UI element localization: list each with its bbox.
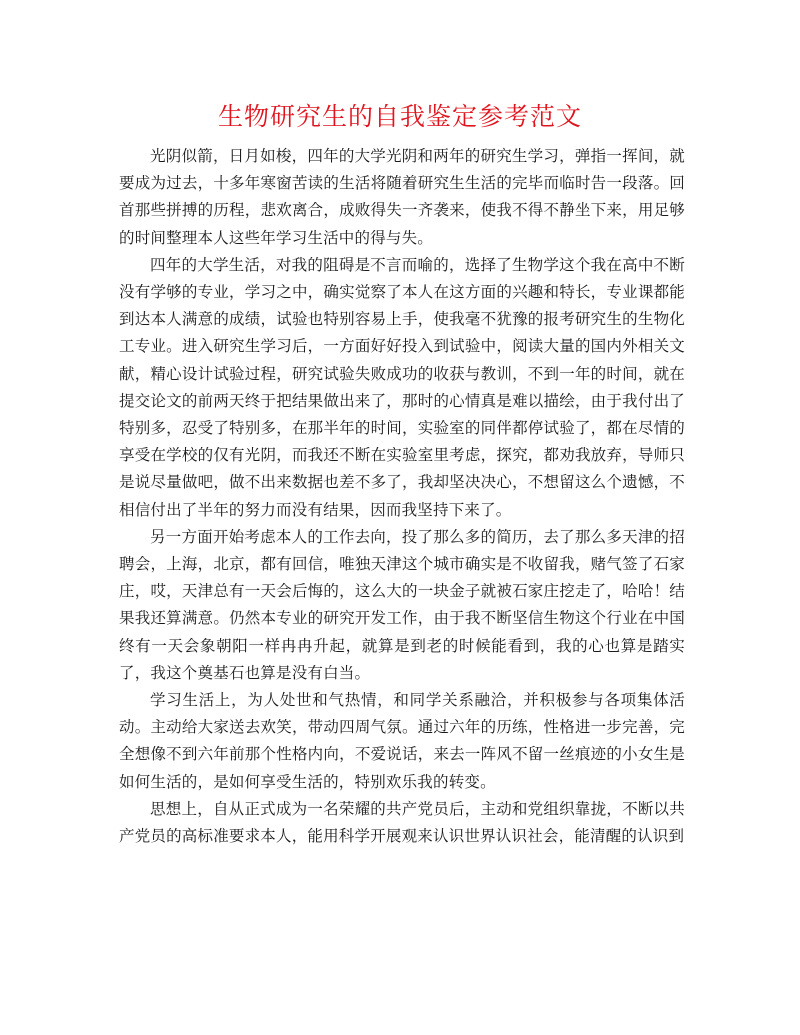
paragraph: 学习生活上，为人处世和气热情，和同学关系融洽，并积极参与各项集体活动。主动给大家送去欢笑，带动四周气氛。通过六年的历练，性格进一步完善，完全想像不到六年前那个性格内向，不爱说话，来去一阵风不留一丝痕迹的小女生是如何生活的，是如何享受生活的，特别欢乐我的转变。 <box>119 691 685 791</box>
paragraph: 光阴似箭，日月如梭，四年的大学光阴和两年的研究生学习，弹指一挥间，就要成为过去，十多年寒窗苦读的生活将随着研究生生活的完毕而临时告一段落。回首那些拼搏的历程，悲欢离合，成败得失一齐袭来，使我不得不静坐下来，用足够的时间整理本人这些年学习生活中的得与失。 <box>119 147 685 247</box>
document-body <box>119 143 685 850</box>
paragraph: 另一方面开始考虑本人的工作去向，投了那么多的简历，去了那么多天津的招聘会，上海，北京，都有回信，唯独天津这个城市确实是不收留我，赌气签了石家庄，哎，天津总有一天会后悔的，这么大的一块金子就被石家庄挖走了，哈哈！结果我还算满意。仍然本专业的研究开发工作，由于我不断坚信生物这个行业在中国终有一天会象朝阳一样冉冉升起，就算是到老的时候能看到，我的心也算是踏实了，我这个奠基石也算是没有白当。 <box>119 527 685 682</box>
paragraph: 思想上，自从正式成为一名荣耀的共产党员后，主动和党组织靠拢，不断以共产党员的高标准要求本人，能用科学开展观来认识世界认识社会，能清醒的认识到 <box>119 799 685 846</box>
document-title: 生物研究生的自我鉴定参考范文 <box>217 102 582 131</box>
paragraph: 四年的大学生活，对我的阻碍是不言而喻的，选择了生物学这个我在高中不断没有学够的专业，学习之中，确实觉察了本人在这方面的兴趣和特长，专业课都能到达本人满意的成绩，试验也特别容易上手，使我毫不犹豫的报考研究生的生物化工专业。进入研究生学习后，一方面好好投入到试验中，阅读大量的国内外相关文献，精心设计试验过程，研究试验失败成功的收获与教训，不到一年的时间，就在提交论文的前两天终于把结果做出来了，那时的心情真是难以描绘，由于我付出了特别多，忍受了特别多，在那半年的时间，实验室的同伴都停试验了，都在尽情的享受在学校的仅有光阴，而我还不断在实验室里考虑，探究，都劝我放弃，导师只是说尽量做吧，做不出来数据也差不多了，我却坚决决心，不想留这么个遗憾，不相信付出了半年的努力而没有结果，因而我坚持下来了。 <box>119 255 685 519</box>
